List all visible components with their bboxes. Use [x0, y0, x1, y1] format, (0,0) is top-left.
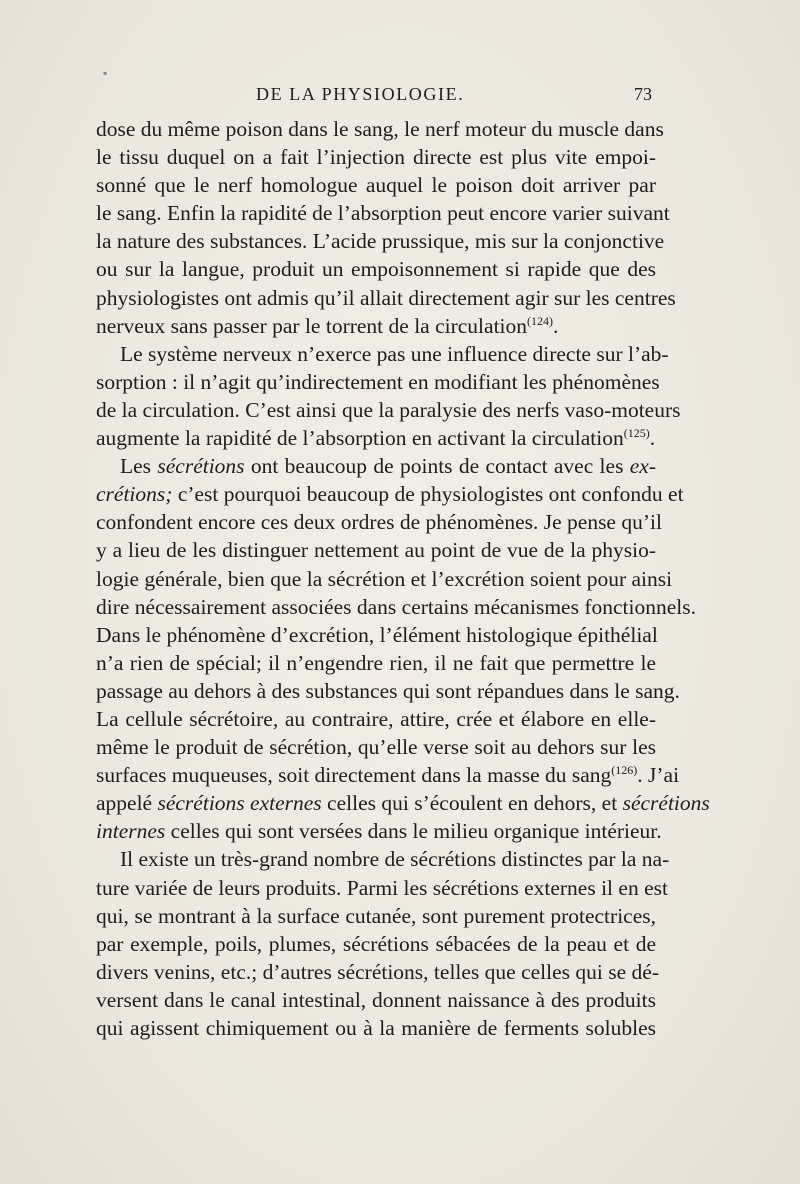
- text-segment: dose du même poison dans le sang, le nerf moteur du muscle dans: [96, 117, 664, 141]
- text-segment: sorption : il n’agit qu’indirectement en modifiant les phénomènes: [96, 369, 660, 394]
- italic-term: crétions;: [96, 482, 173, 507]
- text-segment: ture variée de leurs produits. Parmi les sécrétions externes il en est: [96, 875, 668, 900]
- text-line: [96, 312, 656, 340]
- text-line: [96, 902, 656, 930]
- body-text: [96, 115, 710, 1042]
- text-line: [96, 508, 662, 536]
- text-segment: Les: [120, 454, 158, 479]
- text-line: [96, 424, 656, 452]
- text-line: [96, 255, 656, 283]
- text-line: [96, 593, 696, 621]
- text-segment: versent dans le canal intestinal, donnent naissance à des produits: [96, 987, 656, 1012]
- footnote-ref: (125): [623, 426, 650, 441]
- text-line: [96, 115, 664, 143]
- text-segment: le sang. Enfin la rapidité de l’absorption peut encore varier suivant: [96, 201, 670, 226]
- text-line: [96, 1014, 656, 1042]
- text-segment: physiologistes ont admis qu’il allait directement agir sur les centres: [96, 285, 676, 310]
- text-line: [96, 143, 656, 171]
- text-segment: nerveux sans passer par le torrent de la circulation: [96, 313, 528, 338]
- text-line: [96, 789, 710, 817]
- text-segment: y a lieu de les distinguer nettement au point de vue de la physio-: [96, 538, 656, 563]
- text-line: [96, 733, 656, 761]
- italic-term: sécrétions externes: [157, 791, 322, 816]
- page-number: 73: [634, 84, 652, 104]
- text-segment: logie générale, bien que la sécrétion et l’excrétion soient pour ainsi: [96, 566, 673, 591]
- text-line: [96, 452, 656, 480]
- text-segment: dire nécessairement associées dans certains mécanismes fonctionnels.: [96, 594, 696, 619]
- text-line: [96, 874, 668, 902]
- text-line: [96, 227, 665, 255]
- text-segment: La cellule sécrétoire, au contraire, attire, crée et élabore en elle-: [96, 706, 656, 731]
- text-line: [96, 817, 662, 845]
- italic-term: internes: [96, 819, 166, 844]
- text-segment: la nature des substances. L’acide prussique, mis sur la conjonctive: [96, 229, 665, 254]
- text-segment: qui, se montrant à la surface cutanée, sont purement protectrices,: [96, 903, 656, 928]
- text-segment: celles qui sont versées dans le milieu organique intérieur.: [165, 819, 662, 844]
- text-segment: sonné que le nerf homologue auquel le poison doit arriver par: [96, 173, 656, 198]
- italic-term: sécrétions: [622, 791, 710, 816]
- text-line: [96, 845, 670, 873]
- text-segment: qui agissent chimiquement ou à la manière de ferments solubles: [96, 1016, 656, 1040]
- text-line: [96, 171, 656, 199]
- text-line: [96, 705, 656, 733]
- text-segment: divers venins, etc.; d’autres sécrétions, telles que celles qui se dé-: [96, 959, 659, 984]
- margin-speck: ▪: [103, 66, 108, 80]
- text-line: [96, 986, 656, 1014]
- text-segment: celles qui s’écoulent en dehors, et: [321, 791, 623, 816]
- text-line: [96, 284, 676, 312]
- text-segment: par exemple, poils, plumes, sécrétions sébacées de la peau et de: [96, 931, 656, 956]
- text-segment: n’a rien de spécial; il n’engendre rien, il ne fait que permettre le: [96, 650, 656, 675]
- text-segment: le tissu duquel on a fait l’injection directe est plus vite empoi-: [96, 145, 656, 170]
- text-segment: de la circulation. C’est ainsi que la paralysie des nerfs vaso-moteurs: [96, 397, 681, 422]
- text-segment: même le produit de sécrétion, qu’elle verse soit au dehors sur les: [96, 735, 656, 760]
- text-segment: appelé: [96, 791, 158, 816]
- text-line: [96, 958, 659, 986]
- text-segment: Dans le phénomène d’excrétion, l’élément histologique épithélial: [96, 622, 658, 647]
- text-line: [96, 396, 681, 424]
- text-line: [96, 199, 670, 227]
- text-line: [96, 480, 684, 508]
- text-line: [96, 340, 669, 368]
- text-segment: Le système nerveux n’exerce pas une influence directe sur l’ab-: [120, 341, 669, 366]
- italic-term: sécrétions: [157, 454, 245, 479]
- text-segment: .: [553, 313, 559, 338]
- footnote-ref: (126): [611, 763, 638, 778]
- text-segment: Il existe un très-grand nombre de sécrétions distinctes par la na-: [120, 847, 670, 872]
- text-line: [96, 536, 656, 564]
- text-line: [96, 649, 656, 677]
- text-segment: surfaces muqueuses, soit directement dans la masse du sang: [96, 763, 612, 788]
- text-line: [96, 761, 680, 789]
- text-segment: ou sur la langue, produit un empoisonnement si rapide que des: [96, 257, 656, 282]
- text-segment: c’est pourquoi beaucoup de physiologistes ont confondu et: [172, 482, 684, 507]
- text-line: [96, 565, 673, 593]
- page-header: [96, 84, 656, 108]
- text-segment: .: [649, 426, 656, 451]
- text-segment: passage au dehors à des substances qui sont répandues dans le sang.: [96, 678, 680, 703]
- text-line: [96, 621, 656, 649]
- text-line: [96, 930, 656, 958]
- running-head: DE LA PHYSIOLOGIE.: [256, 84, 465, 104]
- italic-term: ex-: [629, 454, 657, 479]
- text-line: [96, 368, 660, 396]
- text-line: [96, 677, 680, 705]
- footnote-ref: (124): [527, 313, 554, 328]
- text-segment: ont beaucoup de points de contact avec les: [244, 454, 630, 479]
- text-segment: augmente la rapidité de l’absorption en activant la circulation: [96, 426, 624, 451]
- text-segment: confondent encore ces deux ordres de phénomènes. Je pense qu’il: [96, 510, 662, 535]
- text-segment: . J’ai: [637, 763, 680, 788]
